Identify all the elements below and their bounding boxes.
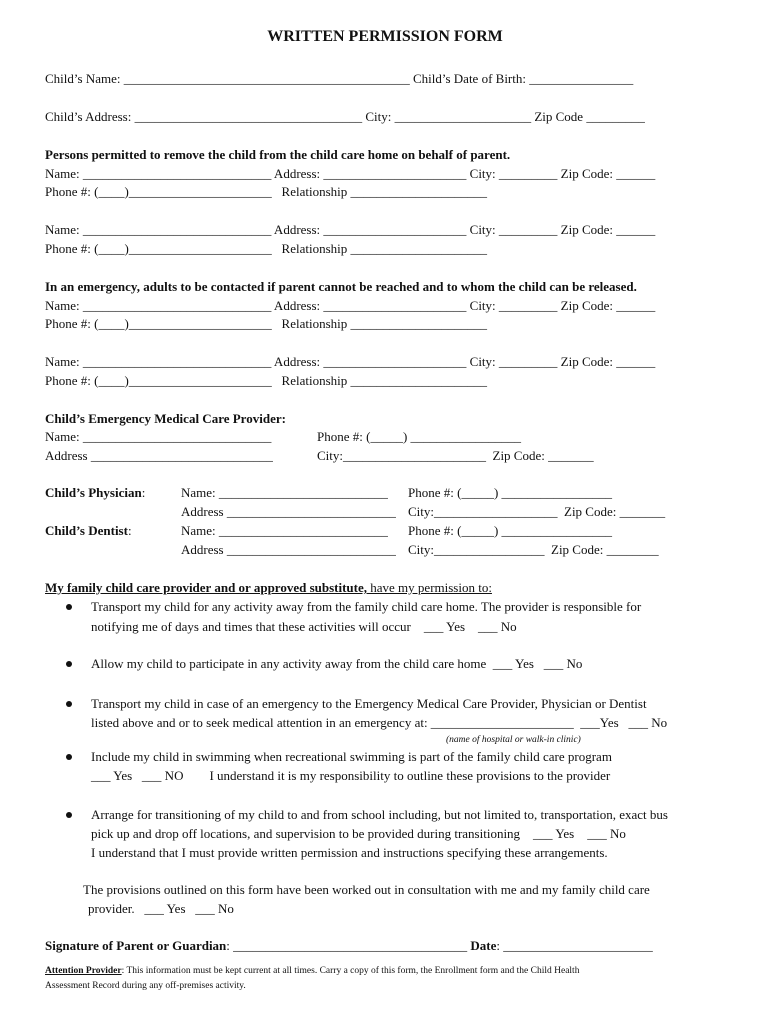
emergency-1-name-line[interactable]: Name: _____________________________ Address: ______________________ City: _________ Zip Code: ______ xyxy=(45,298,656,313)
dentist-label xyxy=(45,523,132,539)
date-label: Date xyxy=(470,938,497,953)
emergency-heading: In an emergency, adults to be contacted if parent cannot be reached and to whom the child can be released. xyxy=(45,279,637,294)
permission-4-line2[interactable]: ___ Yes ___ NO I understand it is my responsibility to outline these provisions to the provider xyxy=(91,768,611,783)
footer-note-line1 xyxy=(45,964,579,978)
permission-3-line1: Transport my child in case of an emergency to the Emergency Medical Care Provider, Physician or Dentist xyxy=(91,696,647,711)
date-blank[interactable]: : _______________________ xyxy=(496,938,653,953)
child-address-line[interactable]: Child’s Address: ___________________________________ City: _____________________ Zip Code _________ xyxy=(45,109,645,124)
permission-1-line2[interactable]: notifying me of days and times that these activities will occur ___ Yes ___ No xyxy=(91,619,517,634)
permissions-intro xyxy=(45,580,492,596)
medical-city-line[interactable]: City:______________________ Zip Code: _______ xyxy=(317,448,594,463)
permission-5-line1: Arrange for transitioning of my child to and from school including, but not limited to, transportation, exact bus xyxy=(91,807,668,822)
footer-text1: : This information must be kept current at all times. Carry a copy of this form, the Enrollment form and the Child Health xyxy=(121,966,580,976)
consult-line1: The provisions outlined on this form have been worked out in consultation with me and my family child care xyxy=(83,882,650,897)
physician-name-line[interactable]: Name: __________________________ xyxy=(181,485,388,500)
pickup-1-phone-line[interactable]: Phone #: (____)______________________ Relationship _____________________ xyxy=(45,184,487,199)
permission-3-line2[interactable]: listed above and or to seek medical attention in an emergency at: ______________________ ___Yes ___ No xyxy=(91,715,668,730)
dentist-label-colon: : xyxy=(127,523,132,538)
permission-2-line1[interactable]: Allow my child to participate in any activity away from the child care home ___ Yes ___ No xyxy=(91,656,583,671)
physician-label-text: Child’s Physician xyxy=(45,485,142,500)
child-name-line[interactable]: Child’s Name: ____________________________________________ Child’s Date of Birth: ________________ xyxy=(45,71,634,86)
physician-label-colon: : xyxy=(141,485,146,500)
permissions-intro-bold: My family child care provider and or approved substitute, xyxy=(45,580,368,595)
pickup-2-phone-line[interactable]: Phone #: (____)______________________ Relationship _____________________ xyxy=(45,241,487,256)
physician-label xyxy=(45,485,145,501)
bullet-icon xyxy=(66,701,72,707)
hospital-note: (name of hospital or walk-in clinic) xyxy=(446,735,581,745)
pickup-1-name-line[interactable]: Name: _____________________________ Address: ______________________ City: _________ Zip Code: ______ xyxy=(45,166,656,181)
permission-5-line2[interactable]: pick up and drop off locations, and supervision to be provided during transitioning ___ Yes ___ No xyxy=(91,826,626,841)
physician-address-line[interactable]: Address __________________________ xyxy=(181,504,396,519)
medical-address-line[interactable]: Address ____________________________ xyxy=(45,448,273,463)
permission-4-line1: Include my child in swimming when recreational swimming is part of the family child care program xyxy=(91,749,612,764)
bullet-icon xyxy=(66,604,72,610)
footer-note-line2: Assessment Record during any off-premises activity. xyxy=(45,981,246,991)
permission-1-line1: Transport my child for any activity away from the family child care home. The provider is responsible for xyxy=(91,599,642,614)
signature-line[interactable] xyxy=(45,938,653,954)
signature-label: Signature of Parent or Guardian xyxy=(45,938,227,953)
dentist-city-line[interactable]: City:_________________ Zip Code: ________ xyxy=(408,542,659,557)
form-title: WRITTEN PERMISSION FORM xyxy=(267,28,503,45)
emergency-1-phone-line[interactable]: Phone #: (____)______________________ Relationship _____________________ xyxy=(45,316,487,331)
bullet-icon xyxy=(66,661,72,667)
medical-name-line[interactable]: Name: _____________________________ xyxy=(45,429,272,444)
permissions-intro-rest: have my permission to: xyxy=(367,580,492,595)
dentist-label-text: Child’s Dentist xyxy=(45,523,128,538)
medical-heading: Child’s Emergency Medical Care Provider: xyxy=(45,411,286,426)
physician-city-line[interactable]: City:___________________ Zip Code: _______ xyxy=(408,504,666,519)
dentist-phone-line[interactable]: Phone #: (_____) _________________ xyxy=(408,523,613,538)
signature-blank[interactable]: : ____________________________________ xyxy=(226,938,471,953)
physician-phone-line[interactable]: Phone #: (_____) _________________ xyxy=(408,485,613,500)
emergency-2-phone-line[interactable]: Phone #: (____)______________________ Relationship _____________________ xyxy=(45,373,487,388)
consult-line2[interactable]: provider. ___ Yes ___ No xyxy=(88,901,234,916)
emergency-2-name-line[interactable]: Name: _____________________________ Address: ______________________ City: _________ Zip Code: ______ xyxy=(45,354,656,369)
pickup-heading: Persons permitted to remove the child from the child care home on behalf of parent. xyxy=(45,147,511,162)
bullet-icon xyxy=(66,812,72,818)
dentist-address-line[interactable]: Address __________________________ xyxy=(181,542,396,557)
footer-label: Attention Provider xyxy=(45,966,122,976)
permission-5-line3: I understand that I must provide written permission and instructions specifying these arrangements. xyxy=(91,845,608,860)
bullet-icon xyxy=(66,754,72,760)
pickup-2-name-line[interactable]: Name: _____________________________ Address: ______________________ City: _________ Zip Code: ______ xyxy=(45,222,656,237)
medical-phone-line[interactable]: Phone #: (_____) _________________ xyxy=(317,429,522,444)
dentist-name-line[interactable]: Name: __________________________ xyxy=(181,523,388,538)
